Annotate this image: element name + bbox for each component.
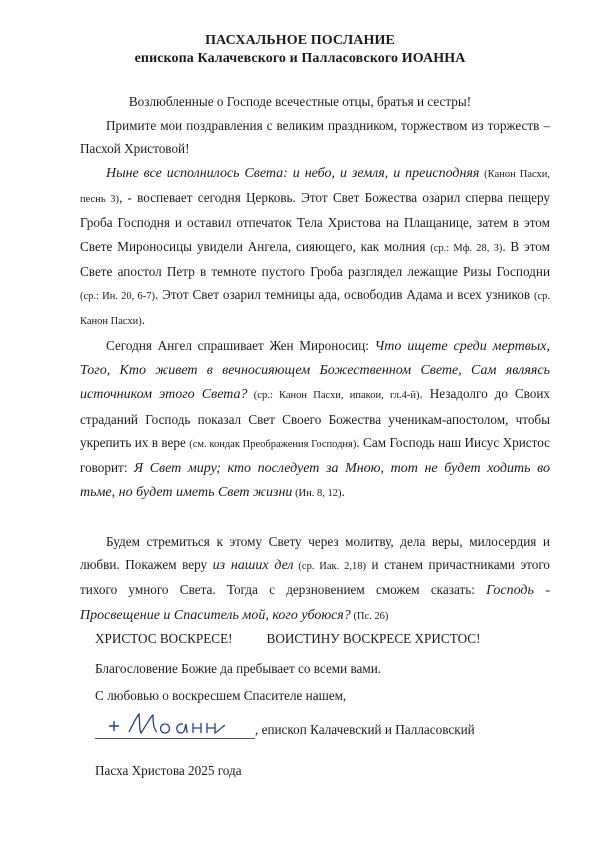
- letter-subtitle: епископа Калачевского и Палласовского ИОАННА: [134, 51, 466, 66]
- body-text: . Этот Свет озарил темницы ада, освободив Адама и всех узников: [154, 287, 534, 303]
- truly-risen: ВОИСТИНУ ВОСКРЕСЕ ХРИСТОС!: [266, 631, 481, 646]
- signature-line: [95, 720, 475, 739]
- citation: (Канон Пасхи, песнь 3): [80, 169, 550, 206]
- paragraph-3: [80, 530, 550, 628]
- citation: (ср. Иак. 2,18): [293, 561, 367, 573]
- quote: Господь - Просвещение и Спаситель мой, кого убоюся?: [80, 583, 550, 623]
- citation: (ср.: Канон Пасхи, ипакои, гл.4-й): [247, 390, 420, 402]
- quote: Ныне все исполнилось Света: и небо, и земля, и преисподняя: [106, 166, 480, 181]
- body-text: . Незадолго до Своих страданий Господь показал Свет Своего Божества ученикам-апостолом, чтобы укрепить их в вере: [80, 386, 551, 450]
- body-text: , - воспевает сегодня Церковь. Этот Свет Божества озарил сперва пещеру Гроба Господня и оставил отпечаток Тела Христова на Плащанице, затем в этом Свете Мироносицы увидели Ангела, сияющего, как молния: [80, 190, 551, 254]
- citation: (ср.: Мф. 28, 3): [430, 242, 503, 254]
- body-text: . Сам Господь наш Иисус Христос говорит:: [80, 434, 551, 476]
- citation: (Ин. 8, 12): [292, 488, 342, 500]
- handwritten-signature: [95, 720, 255, 739]
- body-text: . В этом Свете апостол Петр в темноте пустого Гроба разглядел лежащие Ризы Господни: [80, 238, 550, 279]
- paragraph-1: [80, 161, 550, 333]
- citation: (см. кондак Преображения Господня): [189, 438, 357, 450]
- blessing: Благословение Божие да пребывает со всеми вами.: [95, 661, 382, 676]
- body-text: .: [141, 312, 146, 328]
- quote: Что ищете среди мертвых, Того, Кто живет в вечносияющем Божественном Свете, Сам являясь источником этого Света?: [80, 339, 550, 403]
- congrats-paragraph: Примите мои поздравления с великим праздником, торжеством из торжеств – Пасхой Христовой!: [80, 118, 550, 157]
- signature-icon: [95, 706, 255, 740]
- body-text: Сегодня Ангел спрашивает Жен Мироносиц:: [106, 338, 375, 353]
- paschal-greeting: [95, 630, 480, 648]
- paragraph-2: [80, 334, 550, 505]
- body-text: и станем причастниками этого тихого умного Света. Тогда с дерзновением сможем сказать:: [80, 557, 550, 598]
- date-line: Пасха Христова 2025 года: [95, 763, 242, 778]
- body-text: .: [341, 484, 345, 500]
- letter-title: ПАСХАЛЬНОЕ ПОСЛАНИЕ: [205, 33, 395, 48]
- citation: (ср.: Ин. 20, 6-7): [80, 291, 155, 303]
- body-text: Будем стремиться к этому Свету через молитву, дела веры, милосердия и любви. Покажем веру: [80, 534, 550, 573]
- signature-title: , епископ Калачевский и Палласовский: [255, 722, 475, 737]
- christ-is-risen: ХРИСТОС ВОСКРЕСЕ!: [95, 631, 233, 646]
- quote: из наших дел: [212, 558, 294, 574]
- quote: Я Свет миру; кто последует за Мною, тот не будет ходить во тьме, но будет иметь Свет жизни: [80, 461, 550, 501]
- love-line: С любовью о воскресшем Спасителе нашем,: [95, 688, 347, 703]
- citation: (Пс. 26): [350, 610, 389, 622]
- greeting: Возлюбленные о Господе всечестные отцы, братья и сестры!: [128, 94, 472, 109]
- citation: (ср. Канон Пасхи): [80, 291, 550, 328]
